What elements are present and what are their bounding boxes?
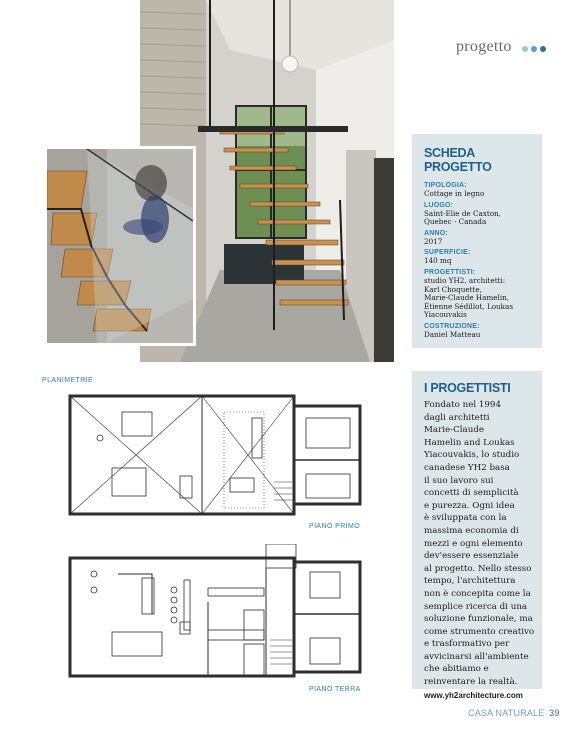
field-value-line: studio YH2, architetti: [424, 275, 506, 285]
field-label: PROGETTISTI: [424, 268, 476, 276]
text-line: dagli architetti [424, 412, 490, 423]
text-line: non è concepita come la [424, 588, 531, 599]
text-line: Yiacouvakis, lo studio [424, 450, 520, 461]
field-value-line: Cottage in legno [424, 189, 485, 198]
field-value-line: Yiacouvakis [424, 310, 467, 320]
field-value-line: Saint-Elie de Caxton, [424, 208, 501, 218]
website-link[interactable]: www.yh2architecture.com [424, 690, 523, 700]
architects-box [412, 371, 542, 700]
text-line: al progetto. Nello stesso [424, 563, 532, 574]
field-value-line: Daniel Matteau [424, 329, 481, 339]
text-line: tempo, l'architettura [424, 576, 516, 587]
field-label: COSTRUZIONE: [424, 322, 480, 330]
text-line: che abitiamo e [424, 664, 489, 675]
text-line: il suo lavoro sui [424, 475, 494, 486]
page-footer [468, 708, 560, 718]
dot-1 [522, 46, 528, 52]
field-value [424, 331, 534, 340]
field-value-line: Étienne Sédillot, Loukas [424, 301, 514, 311]
staircase-detail-photo [44, 146, 196, 346]
text-line: Fondato nel 1994 [424, 400, 501, 410]
text-line: dev'essere essenziale [424, 551, 519, 562]
field-value-line: 2017 [424, 236, 443, 246]
ground-floor-label: PIANO TERRA [309, 686, 361, 693]
page-number: 39 [549, 708, 560, 718]
field-value [424, 257, 534, 266]
field-value-line: 140 mq [424, 256, 452, 266]
architects-text [424, 399, 536, 689]
field-label: SUPERFICIE: [424, 249, 471, 257]
text-line: e trasformativo per [424, 639, 510, 650]
field-value [424, 210, 534, 227]
text-line: mezzi e ogni elemento [424, 538, 523, 549]
text-line: canadese YH2 basa [424, 462, 510, 473]
text-line: massima economia di [424, 525, 519, 536]
text-line: Hamelin and Loukas [424, 437, 515, 448]
section-tag: progetto [456, 38, 512, 55]
first-floor-plan [62, 392, 368, 518]
field-label: TIPOLOGIA: [424, 182, 467, 189]
field-value-line: Marie-Claude Hamelin, [424, 293, 510, 303]
text-line: come strumento creativo [424, 626, 535, 637]
first-floor-label: PIANO PRIMO [309, 523, 361, 530]
text-line: avvicinarsi all'ambiente [424, 651, 529, 662]
text-line: reinventare la realtà. [424, 677, 518, 688]
field-value-line: Karl Choquette, [424, 284, 482, 294]
field-value [424, 277, 534, 320]
field-label: LUOGO: [424, 201, 454, 209]
plans-label: PLANIMETRIE [42, 377, 94, 384]
text-line: è sviluppata con la [424, 513, 507, 524]
dot-2 [531, 46, 537, 52]
text-line: semplice ricerca di una [424, 601, 528, 612]
field-value [424, 190, 534, 199]
dot-3 [540, 46, 546, 52]
text-line: concetti di semplicità [424, 488, 519, 499]
project-sheet-title: SCHEDA PROGETTO [424, 146, 492, 174]
project-sheet-box [412, 134, 542, 348]
section-dots [522, 46, 546, 52]
field-label: ANNO: [424, 229, 448, 237]
text-line: e purezza. Ogni idea [424, 500, 515, 511]
text-line: Marie-Claude [424, 425, 484, 436]
project-sheet-fields [424, 182, 534, 340]
field-value-line: Quebec - Canada [424, 217, 487, 227]
magazine-name: CASA NATURALE [468, 708, 545, 718]
ground-floor-plan [62, 544, 368, 684]
text-line: soluzione funzionale, ma [424, 614, 533, 625]
architects-title: I PROGETTISTI [424, 381, 511, 395]
field-value [424, 238, 534, 247]
